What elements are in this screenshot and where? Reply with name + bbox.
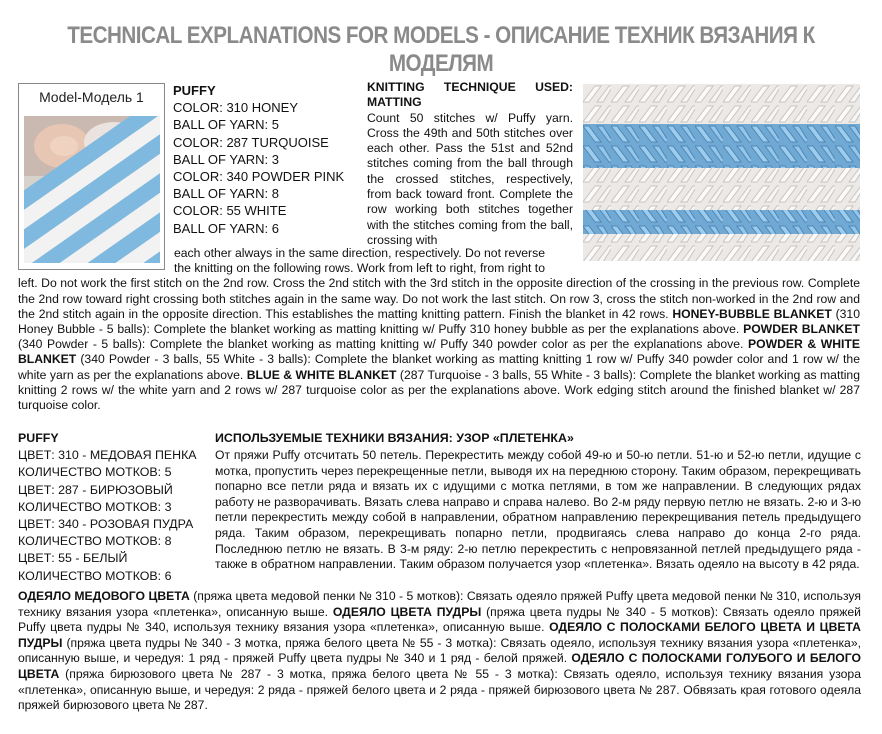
- yarn-line: BALL OF YARN: 6: [173, 220, 279, 236]
- yarn-line: BALL OF YARN: 8: [173, 186, 279, 202]
- yarn-line: BALL OF YARN: 3: [173, 151, 279, 167]
- blanket-text-powder-white: (340 Powder - 3 balls, 55 White - 3 balls): Complete the blanket working as matting knitting 1 row w/ Puffy 340 powder color and 1 row w/ the white yarn as per the explanations above.: [18, 352, 860, 382]
- blanket-text-powder: (340 Powder - 5 balls): Complete the blanket working as matting knitting w/ Puffy 340 powder color as per the explanations above.: [18, 337, 748, 352]
- blankets-ru: [18, 589, 861, 714]
- yarn-line: ЦВЕТ: 287 - БИРЮЗОВЫЙ: [18, 482, 173, 497]
- technique-header: KNITTING TECHNIQUE USED: MATTING: [367, 80, 573, 110]
- yarn-line: ЦВЕТ: 55 - БЕЛЫЙ: [18, 551, 128, 566]
- blanket-title-honey: HONEY-BUBBLE BLANKET: [672, 306, 836, 321]
- yarn-brand: PUFFY: [18, 431, 59, 445]
- yarn-line: КОЛИЧЕСТВО МОТКОВ: 6: [18, 568, 172, 583]
- blanket-title-powder-white-ru: ОДЕЯЛО С ПОЛОСКАМИ БЕЛОГО ЦВЕТА И ЦВЕТА ПУДРЫ: [18, 620, 861, 650]
- model-photo-frame: [18, 83, 165, 270]
- technique-line: each other always in the same direction, respectively. Do not reverse: [174, 246, 545, 260]
- technique-en: [367, 80, 573, 248]
- blanket-text-blue-white: (287 Turquoise - 3 balls, 55 White - 3 balls): Complete the blanket working as matting knitting 2 rows w/ the white yarn and 2 rows w/ 287 turquoise color as per the explanations above. Work edging stitch around the finished blanket w/ 287 turquoise color.: [18, 367, 860, 413]
- blanket-title-powder-ru: ОДЕЯЛО ЦВЕТА ПУДРЫ: [332, 604, 487, 619]
- model-label: Model-Модель 1: [39, 89, 144, 105]
- yarn-list-ru: [18, 430, 197, 585]
- blanket-text-honey-ru: (пряжа цвета медовой пенки № 310 - 5 мотков): Связать одеяло пряжей Puffy цвета медовой пенки № 310, используя технику вязания узора «плетенка», описанную выше.: [18, 589, 861, 619]
- technique-body-ru: От пряжи Puffy отсчитать 50 петель. Перекрестить между собой 49-ю и 50-ю петли. 51-ю и 52-ю петли, идущие с мотка, пропустить через перекрещенные петли, выводя их на переднюю сторону. Таким образом, перекрещивать попарно все петли ряда и вязать их с идущими с мотка петлями, в том же направлении. В следующих рядах работу не разворачивать. Вязать слева направо и справа налево. Во 2-м ряду первую петлю не вязать. 2-ю и 3-ю петли перекрестить между собой в направлении, обратном направлению перекрещивания петель предыдущего ряда. Таким образом, перекрещивать попарно петли, продвигаясь слева направо до конца 2-го ряда. Последнюю петлю не вязать. В 3-м ряду: 2-ю петлю перекрестить с непровязанной петлей предыдущего ряда - также в обратном направлении. Таким образом получается узор «плетенка». Вязать одеяло на высоту в 42 ряда.: [215, 448, 861, 572]
- blanket-title-powder: POWDER BLANKET: [743, 322, 860, 337]
- yarn-line: COLOR: 340 POWDER PINK: [173, 169, 345, 185]
- blanket-text-powder-white-ru: (пряжа цвета пудры № 340 - 3 мотка, пряжа белого цвета № 55 - 3 мотка): Связать одеяло, используя технику вязания узора «плетенка», описанную выше, и чередуя: 1 ряд - пряжей Puffy цвета пудры № 340 и 1 ряд - белой пряжей.: [18, 635, 861, 666]
- yarn-line: КОЛИЧЕСТВО МОТКОВ: 5: [18, 465, 172, 480]
- yarn-list-en: [173, 82, 344, 237]
- blanket-title-blue-white: BLUE & WHITE BLANKET: [246, 367, 400, 382]
- knitting-swatch-photo: [583, 84, 860, 261]
- blanket-text-powder-ru: (пряжа цвета пудры № 340 - 5 мотков): Связать одеяло пряжей Puffy цвета пудры № 340, используя технику вязания узора «плетенка», описанную выше.: [18, 604, 861, 635]
- yarn-line: COLOR: 310 HONEY: [173, 100, 298, 116]
- technique-text: Count 50 stitches w/ Puffy yarn. Cross the 49th and 50th stitches over each other. Pass the 51st and 52nd stitches coming from the ball through the crossed stitches, respectively, from back toward front. Complete the row working both stitches together with the stitches coming from the ball, crossing with: [367, 110, 573, 247]
- technique-en-continued: [18, 246, 860, 413]
- yarn-line: BALL OF YARN: 5: [173, 117, 279, 133]
- yarn-line: КОЛИЧЕСТВО МОТКОВ: 8: [18, 534, 172, 549]
- yarn-line: КОЛИЧЕСТВО МОТКОВ: 3: [18, 499, 172, 514]
- blanket-text-blue-white-ru: (пряжа бирюзового цвета № 287 - 3 мотка, пряжа белого цвета № 55 - 3 мотка): Связать одеяло, используя технику вязания узора «плетенка», описанную выше, и чередуя: 2 ряда - пряжей белого цвета и 2 ряда - пряжей бирюзового цвета № 287. Обвязать края готового одеяла пряжей бирюзового цвета № 287.: [18, 666, 861, 713]
- yarn-line: ЦВЕТ: 340 - РОЗОВАЯ ПУДРА: [18, 517, 194, 532]
- technique-header-ru: ИСПОЛЬЗУЕМЫЕ ТЕХНИКИ ВЯЗАНИЯ: УЗОР «ПЛЕТЕНКА»: [215, 431, 574, 445]
- blanket-title-powder-white: POWDER & WHITE BLANKET: [18, 337, 860, 367]
- yarn-brand: PUFFY: [173, 83, 216, 98]
- blanket-title-honey-ru: ОДЕЯЛО МЕДОВОГО ЦВЕТА: [18, 589, 194, 603]
- blanket-title-blue-white-ru: ОДЕЯЛО С ПОЛОСКАМИ ГОЛУБОГО И БЕЛОГО ЦВЕТА: [18, 651, 861, 681]
- technique-line: the knitting on the following rows. Work from left to right, from right to: [174, 261, 545, 276]
- baby-blanket-photo: [24, 116, 160, 263]
- blanket-text-honey: (310 Honey Bubble - 5 balls): Complete the blanket working as matting knitting w/ Puffy 310 honey bubble as per the explanations above.: [18, 306, 860, 337]
- technique-body: left. Do not work the first stitch on the 2nd row. Cross the 2nd stitch with the 3rd stitch in the opposite direction of the crossing in the previous row. Complete the 2nd row toward right crossing both stitches again in the same way. Do not work the last stitch. On row 3, cross the stitch non-worked in the 2nd row and the 2nd stitch again in the opposite direction. This establishes the matting knitting pattern. Finish the blanket in 42 rows.: [18, 276, 860, 321]
- yarn-line: COLOR: 55 WHITE: [173, 203, 287, 219]
- yarn-line: COLOR: 287 TURQUOISE: [173, 134, 329, 150]
- page-title: TECHNICAL EXPLANATIONS FOR MODELS - ОПИСАНИЕ ТЕХНИК ВЯЗАНИЯ К МОДЕЛЯМ: [67, 22, 815, 77]
- yarn-line: ЦВЕТ: 310 - МЕДОВАЯ ПЕНКА: [18, 448, 197, 463]
